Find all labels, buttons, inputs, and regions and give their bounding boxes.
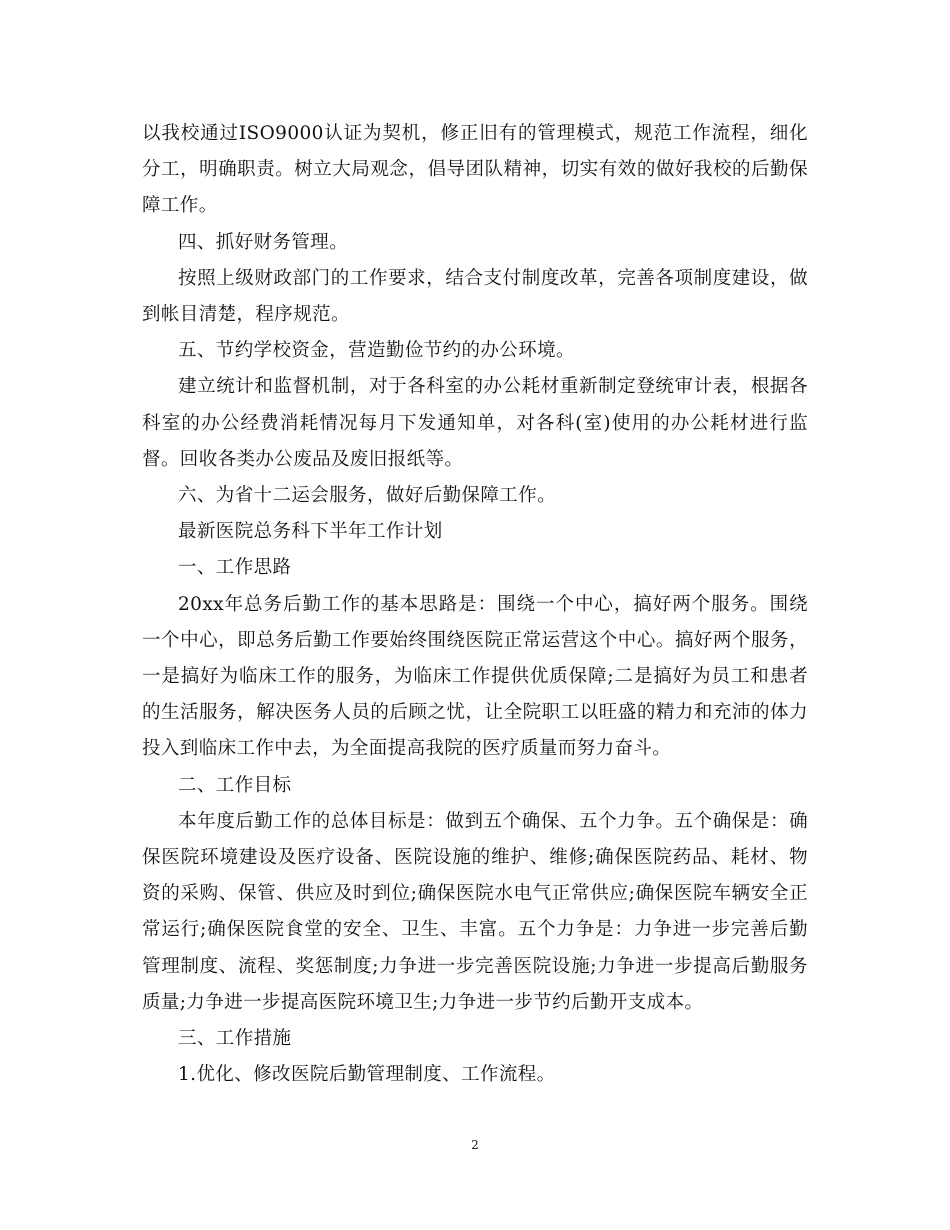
heading-games-service: 六、为省十二运会服务，做好后勤保障工作。: [178, 485, 557, 507]
heading-save-school-funds: 五、节约学校资金，营造勤俭节约的办公环境。: [178, 340, 575, 362]
paragraph-finance-management: 按照上级财政部门的工作要求，结合支付制度改革，完善各项制度建设，做到帐目清楚，程序规范。: [142, 267, 808, 326]
page-number: 2: [471, 1138, 479, 1152]
list-item-measure-1: 1.优化、修改医院后勤管理制度、工作流程。: [178, 1064, 556, 1086]
paragraph-save-school-funds: 建立统计和监督机制，对于各科室的办公耗材重新制定登统审计表，根据各科室的办公经费消耗情况每月下发通知单，对各科(室)使用的办公耗材进行监督。回收各类办公废品及废旧报纸等。: [142, 376, 808, 470]
paragraph-work-goals: 本年度后勤工作的总体目标是：做到五个确保、五个力争。五个确保是：确保医院环境建设及医疗设备、医院设施的维护、维修;确保医院药品、耗材、物资的采购、保管、供应及时到位;确保医院水电气正常供应;确保医院车辆安全正常运行;确保医院食堂的安全、卫生、丰富。五个力争是：力争进一步完善后勤管理制度、流程、奖惩制度;力争进一步完善医院设施;力争进一步提高后勤服务质量;力争进一步提高医院环境卫生;力争进一步节约后勤开支成本。: [142, 810, 808, 1013]
heading-work-approach: 一、工作思路: [178, 557, 292, 579]
document-section-title: 最新医院总务科下半年工作计划: [178, 521, 443, 543]
heading-work-measures: 三、工作措施: [178, 1028, 292, 1050]
paragraph-continued-text: 以我校通过ISO9000认证为契机，修正旧有的管理模式，规范工作流程，细化分工，明确职责。树立大局观念，倡导团队精神，切实有效的做好我校的后勤保障工作。: [142, 123, 808, 217]
document-body: [142, 116, 808, 1093]
heading-finance-management: 四、抓好财务管理。: [178, 231, 349, 253]
paragraph-work-approach: 20xx年总务后勤工作的基本思路是：围绕一个中心，搞好两个服务。围绕一个中心，即总务后勤工作要始终围绕医院正常运营这个中心。搞好两个服务，一是搞好为临床工作的服务，为临床工作提供优质保障;二是搞好为员工和患者的生活服务，解决医务人员的后顾之忧，让全院职工以旺盛的精力和充沛的体力投入到临床工作中去，为全面提高我院的医疗质量而努力奋斗。: [142, 593, 808, 760]
heading-work-goals: 二、工作目标: [178, 774, 292, 796]
